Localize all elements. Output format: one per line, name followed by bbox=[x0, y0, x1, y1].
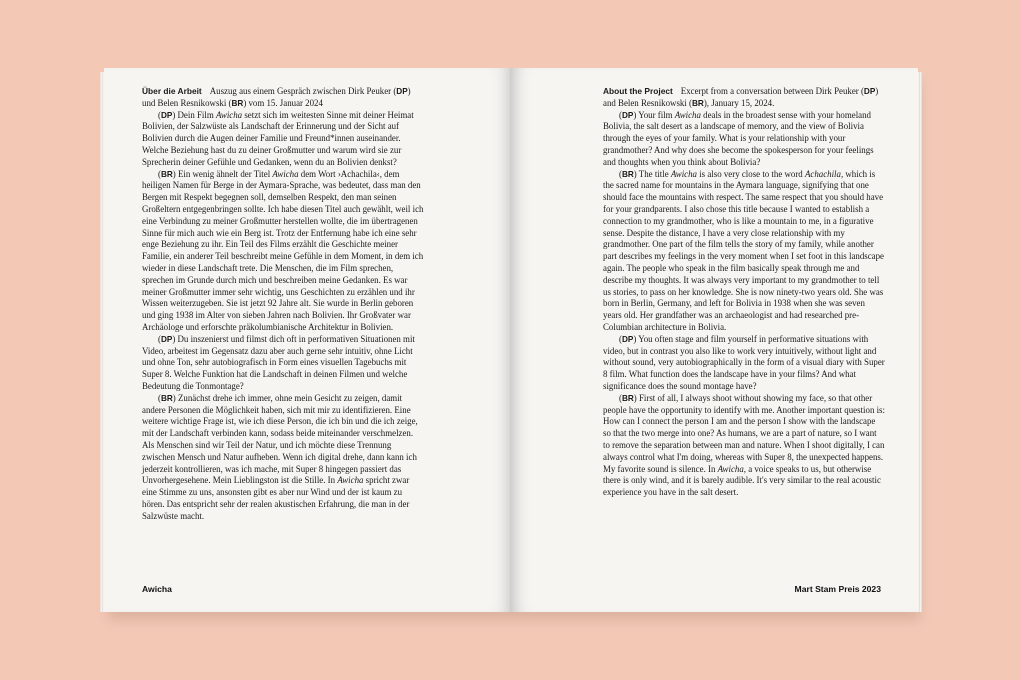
left-paragraph: (DP) Dein Film Awicha setzt sich im weitesten Sinne mit deiner Heimat Bolivien, der Salzwüste als Landschaft der Erinnerung und der Sicht auf Bolivien durch die Augen deiner Familie und Freund*innen auseinander. Welche Beziehung hast du zu deiner Großmutter und warum wird sie zur Sprecherin deiner Gefühle und Gedanken, wenn du an Bolivien denkst? bbox=[142, 109, 414, 167]
right-heading: About the Project bbox=[603, 86, 673, 96]
left-paragraph: (BR) Zunächst drehe ich immer, ohne mein Gesicht zu zeigen, damit andere Personen die Möglichkeit haben, sich mit mir zu identifizieren. Eine weitere wichtige Frage ist, wie ich diese Person, die ich bin und die ich zeige, mit der Landschaft verbinden kann, sodass beide miteinander verschmelzen. Als Menschen sind wir Teil der Natur, und ich möchte diese Trennung zwischen Mensch und Natur aufheben. Wenn ich digital drehe, dann kann ich jederzeit kontrollieren, was ich mache, mit Super 8 hingegen passiert das Unvorhergesehene. Mein Lieblingston ist die Stille. In Awicha spricht zwar eine Stimme zu uns, ansonsten gibt es aber nur Wind und der ist kaum zu hören. Das entspricht sehr der realen akustischen Erfahrung, die man in der Salzwüste macht. bbox=[142, 392, 418, 521]
right-paragraph: (DP) Your film Awicha deals in the broadest sense with your homeland Bolivia, the salt desert as a landscape of memory, and the view of Bolivia through the eyes of your family. What is your relationship with your grandmother? And why does she become the spokesperson for your feelings and thoughts when you think about Bolivia? bbox=[603, 109, 874, 167]
right-paragraph: (DP) You often stage and film yourself in performative situations with video, but in contrast you also like to work very intuitively, without light and without sound, very autobiographically in the form of a visual diary with Super 8 film. What function does the landscape have in your films? And what significance does the sound montage have? bbox=[603, 333, 885, 391]
right-text-column bbox=[603, 86, 885, 499]
right-paragraph: (BR) The title Awicha is also very close to the word Achachila, which is the sacred name for mountains in the Aymara language, signifying that one should face the mountains with respect. The same respect that you should have for your grandparents. I also chose this title because I wanted to establish a connection to my grandmother, who is like a mountain to me, in a figurative sense. Despite the distance, I have a very close relationship with my grandmother. One part of the film tells the story of my family, while another part describes my feelings in the very moment when I set foot in this landscape again. The people who speak in the film basically speak through me and describe my thoughts. It was always very important to my grandmother to tell us stories, to pass on her knowledge. She is now ninety-two years old. She was born in Berlin, Germany, and left for Bolivia in 1938 when she was seven years old. Her grandfather was an archaeologist and had researched pre-Columbian architecture in Bolivia. bbox=[603, 168, 884, 332]
open-book bbox=[104, 68, 918, 614]
right-intro bbox=[603, 86, 885, 110]
right-running-footer: Mart Stam Preis 2023 bbox=[794, 584, 881, 594]
left-intro bbox=[142, 86, 424, 110]
left-paragraph: (BR) Ein wenig ähnelt der Titel Awicha dem Wort ›Achachila‹, dem heiligen Namen für Berge in der Aymara-Sprache, was bedeutet, dass man den Bergen mit Respekt begegnen soll, demselben Respekt, den man seinen Großeltern entgegenbringen sollte. Ich habe diesen Titel auch gewählt, weil ich eine Verbindung zu meiner Großmutter herstellen wollte, die im übertragenen Sinne für mich auch wie ein Berg ist. Trotz der Entfernung habe ich eine sehr enge Beziehung zu ihr. Ein Teil des Films erzählt die Geschichte meiner Familie, ein anderer Teil beschreibt meine Gefühle in dem Moment, in dem ich wieder in diese Landschaft trete. Die Menschen, die im Film sprechen, sprechen im Grunde durch mich und beschreiben meine Gedanken. Es war meiner Großmutter immer sehr wichtig, uns Geschichten zu erzählen und ihr Wissen weiterzugeben. Sie ist jetzt 92 Jahre alt. Sie wurde in Berlin geboren und ging 1938 im Alter von sieben Jahren nach Bolivien. Ihr Großvater war Archäologe und erforschte präkolumbianische Architektur in Bolivien. bbox=[142, 168, 424, 332]
left-paragraph: (DP) Du inszenierst und filmst dich oft in performativen Situationen mit Video, arbeitest im Gegensatz dazu aber auch gerne sehr intuitiv, ohne Licht und ohne Ton, sehr autobiografisch in Form eines visuellen Tagebuchs mit Super 8. Welche Funktion hat die Landschaft in deinen Filmen und welche Bedeutung die Tonmontage? bbox=[142, 333, 415, 391]
left-intro-text: Auszug aus einem Gespräch zwischen Dirk Peuker (DP) und Belen Resnikowski (BR) vom 15. Januar 2024 bbox=[142, 86, 411, 108]
left-running-footer: Awicha bbox=[142, 584, 172, 594]
left-page bbox=[104, 68, 510, 612]
right-page bbox=[510, 68, 918, 612]
left-heading: Über die Arbeit bbox=[142, 86, 202, 96]
left-text-column bbox=[142, 86, 424, 522]
right-intro-text: Excerpt from a conversation between Dirk Peuker (DP) and Belen Resnikowski (BR), January 15, 2024. bbox=[603, 86, 879, 108]
right-paragraph: (BR) First of all, I always shoot without showing my face, so that other people have the opportunity to identify with me. Another important question is: How can I connect the person I am and the person I show with the landscape so that the two merge into one? As humans, we are a part of nature, so I want to remove the separation between man and nature. When I shoot digitally, I can always control what I'm doing, whereas with Super 8, the unexpected happens. My favorite sound is silence. In Awicha, a voice speaks to us, but otherwise there is only wind, and it is barely audible. It's very similar to the real acoustic experience you have in the salt desert. bbox=[603, 392, 885, 498]
